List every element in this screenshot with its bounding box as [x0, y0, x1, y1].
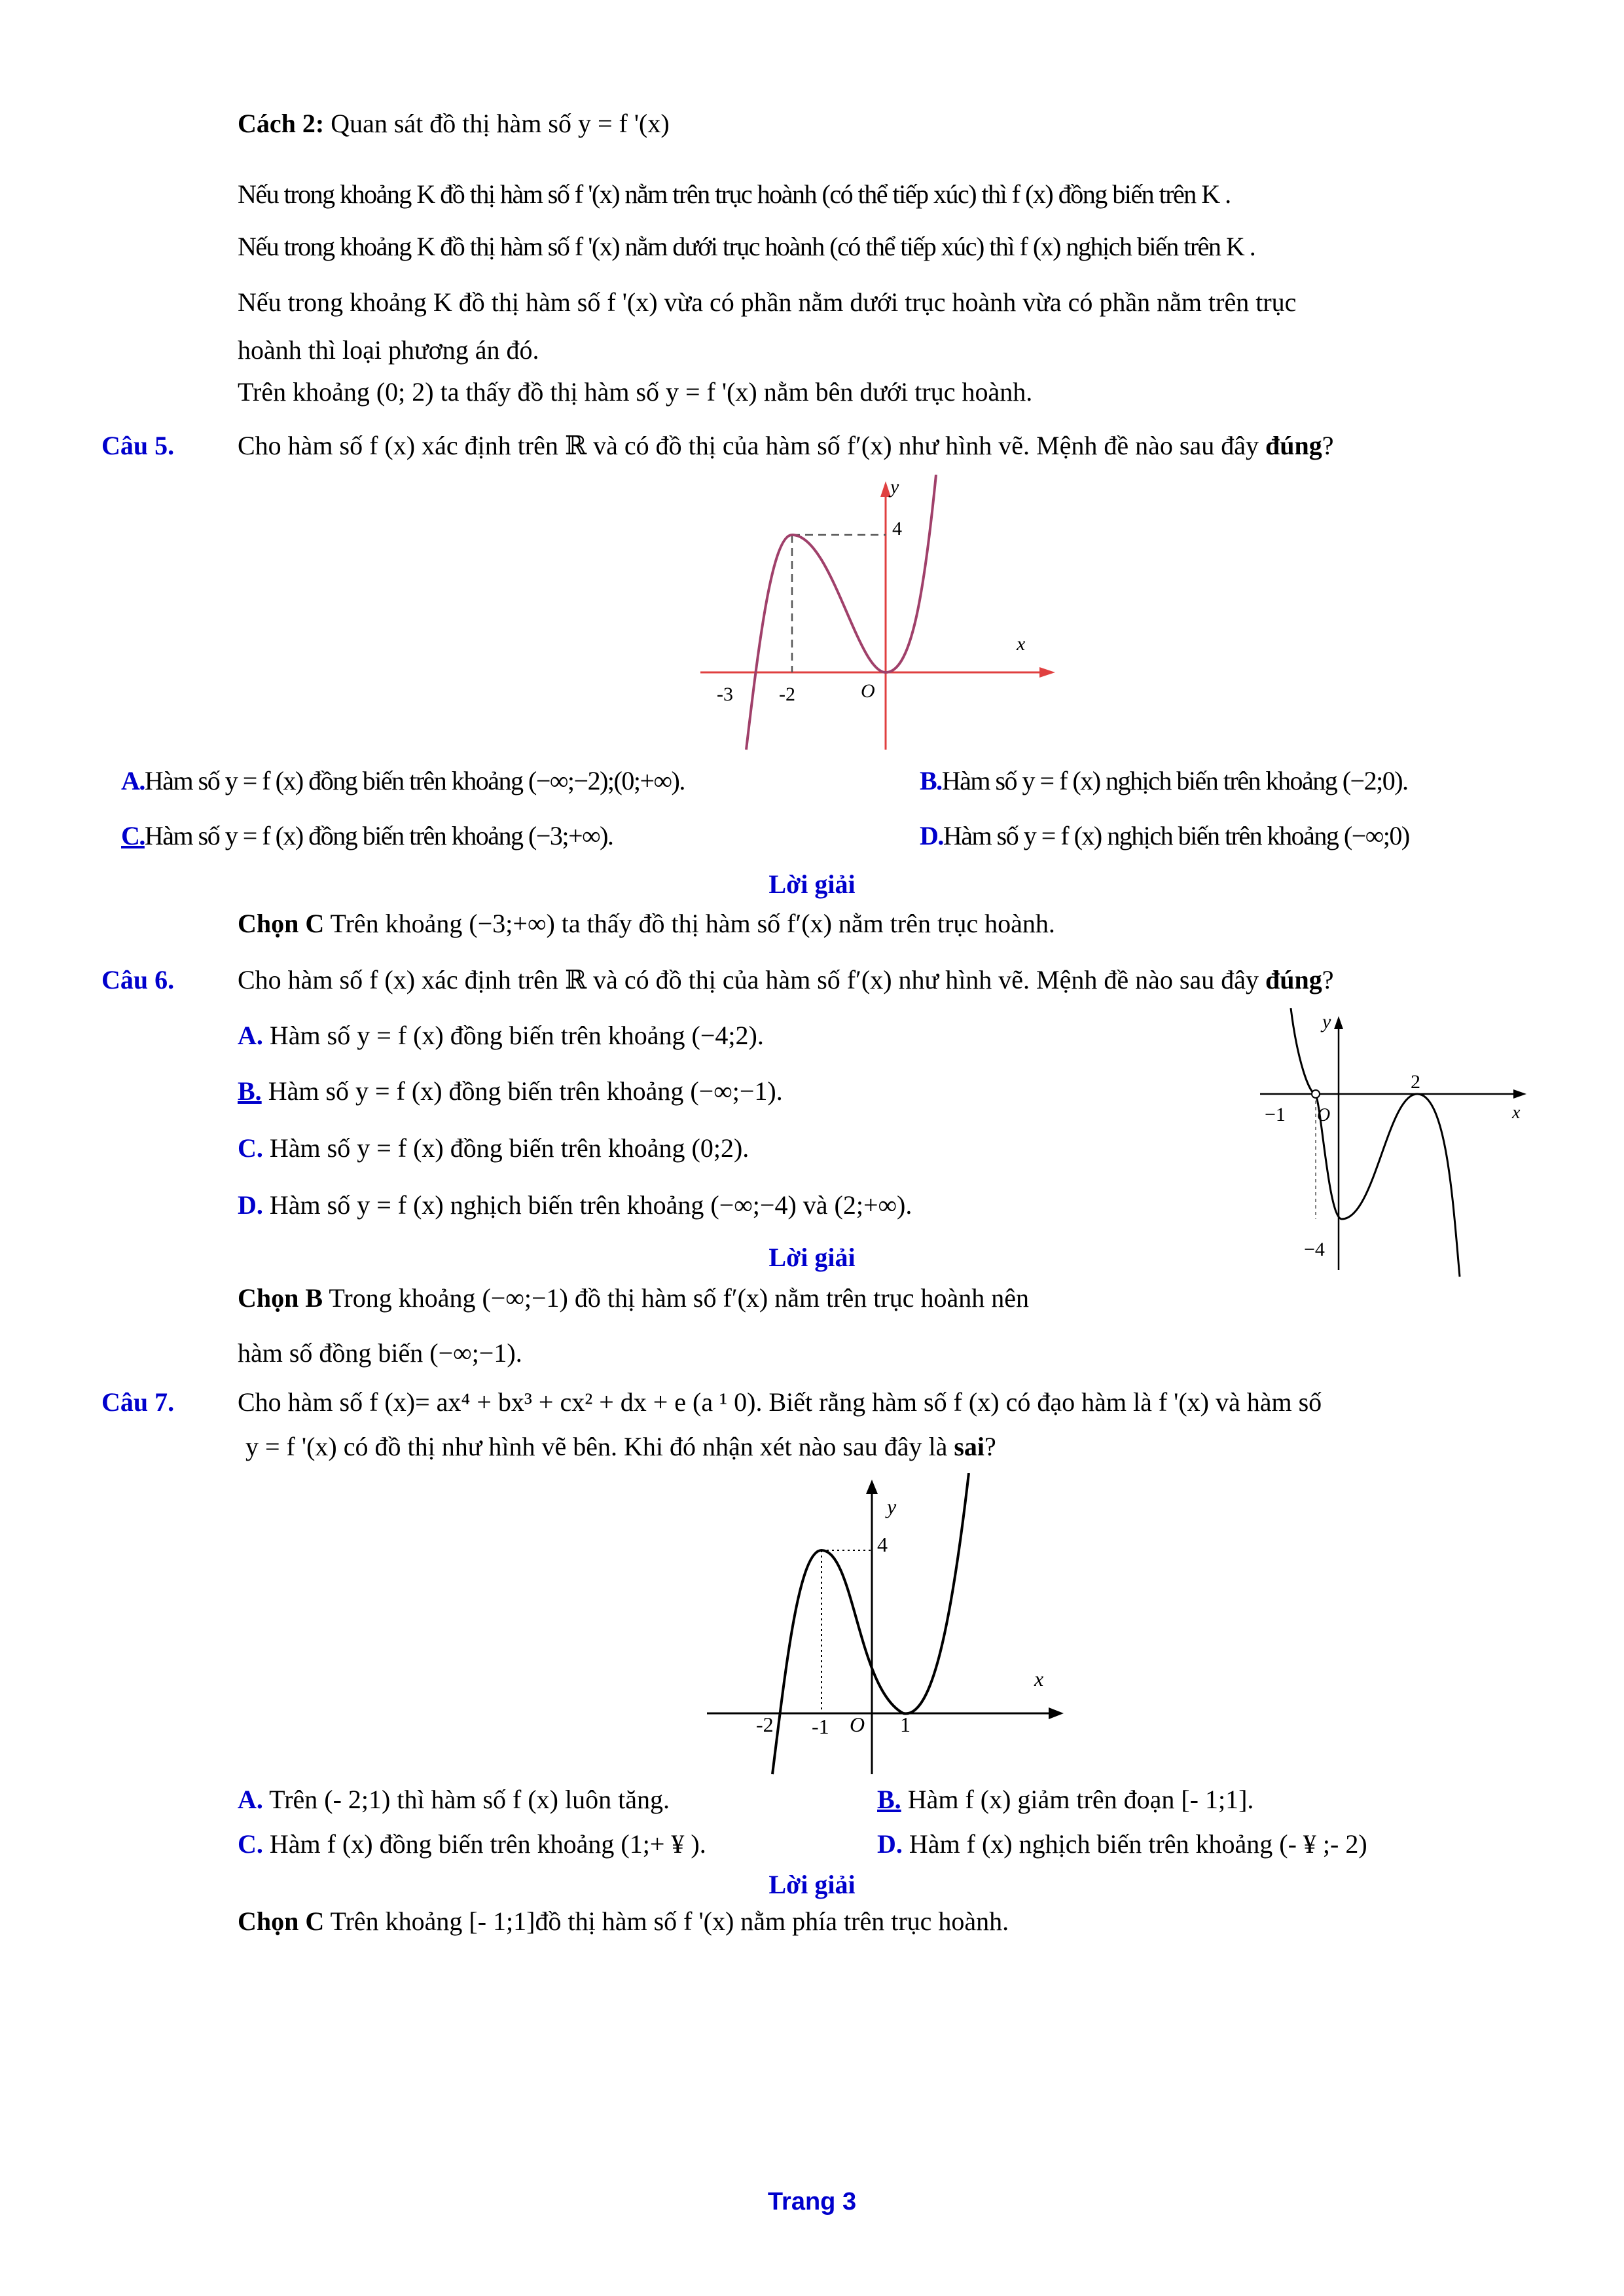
- q5-graph: [694, 475, 1060, 756]
- q7-origin-label: O: [850, 1713, 865, 1736]
- q7-x-label: x: [1034, 1667, 1044, 1690]
- q6-option-c-letter: C.: [238, 1133, 263, 1163]
- q6-origin-label: O: [1317, 1105, 1331, 1125]
- intro-line-5: Trên khoảng (0; 2) ta thấy đồ thị hàm số y = f '(x) nằm bên dưới trục hoành.: [238, 377, 1033, 407]
- q5-answer-bold: Chọn C: [238, 909, 325, 938]
- q5-x-label: x: [1017, 633, 1026, 655]
- question-6-label: Câu 6.: [101, 965, 175, 994]
- q7-stem2-end: ?: [984, 1432, 996, 1461]
- q7-option-c-letter: C.: [238, 1829, 263, 1859]
- q6-tick-2: 2: [1411, 1071, 1420, 1093]
- q6-option-c-text: Hàm số y = f (x) đồng biến trên khoảng (0;2).: [269, 1133, 749, 1163]
- q6-option-a-letter: A.: [238, 1021, 263, 1050]
- q7-tick-4: 4: [877, 1533, 888, 1556]
- q7-curve: [772, 1473, 969, 1774]
- method-heading: [238, 106, 670, 141]
- q6-option-a[interactable]: [238, 1018, 764, 1053]
- q6-point-minus-1: [1312, 1090, 1320, 1098]
- question-7-stem-2: [245, 1429, 996, 1465]
- q5-option-d-text: Hàm số y = f (x) nghịch biến trên khoảng (−∞;0): [943, 821, 1409, 850]
- q7-tick-1: 1: [900, 1713, 911, 1736]
- q5-option-b-letter: B.: [920, 766, 942, 795]
- q5-option-a-letter: A.: [121, 766, 145, 795]
- q5-tick-minus-3: -3: [717, 683, 733, 705]
- q6-y-label: y: [1322, 1011, 1331, 1032]
- q7-answer-text: Trên khoảng [- 1;1]đồ thị hàm số f '(x) nằm phía trên trục hoành.: [330, 1906, 1009, 1936]
- q5-tick-4: 4: [892, 518, 902, 539]
- q7-option-b-text: Hàm f (x) giảm trên đoạn [- 1;1].: [907, 1785, 1254, 1814]
- q6-option-b-text: Hàm số y = f (x) đồng biến trên khoảng (−∞;−1).: [268, 1076, 783, 1106]
- q7-stem2-text: y = f '(x) có đồ thị như hình vẽ bên. Khi đó nhận xét nào sau đây là: [245, 1432, 948, 1461]
- q5-tick-minus-2: -2: [779, 683, 795, 705]
- q6-tick-minus-4: −4: [1304, 1239, 1325, 1260]
- q7-option-a-letter: A.: [238, 1785, 263, 1814]
- question-5-label: Câu 5.: [101, 431, 175, 460]
- page-number: Trang 3: [767, 2188, 857, 2215]
- q7-stem2-bold: sai: [954, 1432, 985, 1461]
- q5-option-c[interactable]: [121, 818, 613, 854]
- q5-stem-text: Cho hàm số f (x) xác định trên ℝ và có đồ thị của hàm số f′(x) như hình vẽ. Mệnh đề nào sau đây: [238, 431, 1259, 460]
- q7-answer-bold: Chọn C: [238, 1906, 325, 1936]
- question-6-stem: [238, 962, 1333, 998]
- q7-solution-title: Lời giải: [768, 1870, 856, 1899]
- q5-option-a-text: Hàm số y = f (x) đồng biến trên khoảng (−∞;−2);(0;+∞).: [144, 766, 685, 795]
- q5-stem-bold: đúng: [1265, 431, 1322, 460]
- intro-line-3: Nếu trong khoảng K đồ thị hàm số f '(x) vừa có phần nằm dưới trục hoành vừa có phần nằm trên trục: [238, 287, 1297, 317]
- intro-line-1: Nếu trong khoảng K đồ thị hàm số f '(x) nằm trên trục hoành (có thể tiếp xúc) thì f (x) đồng biến trên K .: [238, 179, 1231, 209]
- q6-x-label: x: [1512, 1102, 1521, 1123]
- q5-option-d[interactable]: [920, 818, 1409, 854]
- question-7-label: Câu 7.: [101, 1387, 175, 1417]
- q6-option-a-text: Hàm số y = f (x) đồng biến trên khoảng (−4;2).: [269, 1021, 764, 1050]
- intro-line-2: Nếu trong khoảng K đồ thị hàm số f '(x) nằm dưới trục hoành (có thể tiếp xúc) thì f (x) nghịch biến trên K .: [238, 232, 1255, 261]
- q7-tick-minus-1: -1: [812, 1715, 829, 1738]
- q7-option-c-text: Hàm f (x) đồng biến trên khoảng (1;+ ¥ ).: [269, 1829, 706, 1859]
- q6-answer-bold: Chọn B: [238, 1283, 323, 1313]
- q5-curve: [746, 475, 936, 750]
- q6-y-arrow: [1334, 1016, 1343, 1029]
- q6-solution-title: [0, 1240, 856, 1275]
- q5-answer-text: Trên khoảng (−3;+∞) ta thấy đồ thị hàm số f′(x) nằm trên trục hoành.: [330, 909, 1055, 938]
- q6-option-d-text: Hàm số y = f (x) nghịch biến trên khoảng (−∞;−4) và (2;+∞).: [269, 1190, 912, 1220]
- q5-stem-end: ?: [1322, 431, 1334, 460]
- q7-option-a-text: Trên (- 2;1) thì hàm số f (x) luôn tăng.: [269, 1785, 670, 1814]
- q5-y-label: y: [890, 476, 899, 498]
- q5-answer: [238, 906, 1055, 941]
- q7-option-a[interactable]: [238, 1782, 670, 1817]
- q7-option-d-text: Hàm f (x) nghịch biến trên khoảng (- ¥ ;- 2): [909, 1829, 1367, 1859]
- q6-option-b[interactable]: [238, 1074, 783, 1109]
- q7-option-c[interactable]: [238, 1827, 706, 1862]
- q6-answer-text: Trong khoảng (−∞;−1) đồ thị hàm số f′(x) nằm trên trục hoành nên: [329, 1283, 1029, 1313]
- q7-x-arrow: [1049, 1707, 1064, 1719]
- q5-option-b[interactable]: [920, 763, 1408, 799]
- method-heading-bold: Cách 2:: [238, 109, 325, 138]
- q6-option-c[interactable]: [238, 1131, 749, 1166]
- q6-stem-bold: đúng: [1265, 965, 1322, 994]
- q7-y-arrow: [866, 1480, 878, 1494]
- q6-answer: [238, 1281, 1029, 1316]
- q6-option-d[interactable]: [238, 1188, 912, 1223]
- q6-answer-line-2: hàm số đồng biến (−∞;−1).: [238, 1338, 522, 1368]
- q7-option-b[interactable]: [877, 1782, 1254, 1817]
- q7-graph: [700, 1473, 1074, 1781]
- q7-option-d-letter: D.: [877, 1829, 903, 1859]
- q5-y-arrow: [880, 481, 891, 497]
- intro-line-4: hoành thì loại phương án đó.: [238, 335, 539, 365]
- question-5-stem: [238, 428, 1333, 464]
- q7-tick-minus-2: -2: [756, 1713, 774, 1736]
- q7-y-label: y: [887, 1495, 897, 1518]
- q6-solution-title-text: Lời giải: [768, 1243, 856, 1272]
- q5-option-a[interactable]: [121, 763, 685, 799]
- q6-graph: [1257, 1008, 1532, 1283]
- q6-option-d-letter: D.: [238, 1190, 263, 1220]
- q5-origin-label: O: [861, 680, 875, 702]
- q5-x-arrow: [1039, 667, 1055, 678]
- q6-tick-minus-1: −1: [1265, 1104, 1286, 1125]
- q6-stem-end: ?: [1322, 965, 1334, 994]
- q5-option-d-letter: D.: [920, 821, 943, 850]
- q6-x-arrow: [1513, 1089, 1526, 1099]
- q5-option-c-letter: C.: [121, 821, 145, 850]
- method-heading-text: Quan sát đồ thị hàm số y = f '(x): [331, 109, 670, 138]
- q7-answer: [238, 1904, 1009, 1939]
- q7-option-d[interactable]: [877, 1827, 1367, 1862]
- q6-option-b-letter: B.: [238, 1076, 262, 1106]
- q7-option-b-letter: B.: [877, 1785, 901, 1814]
- q5-option-c-text: Hàm số y = f (x) đồng biến trên khoảng (−3;+∞).: [144, 821, 613, 850]
- q6-stem-text: Cho hàm số f (x) xác định trên ℝ và có đồ thị của hàm số f′(x) như hình vẽ. Mệnh đề nào sau đây: [238, 965, 1259, 994]
- q5-solution-title: Lời giải: [768, 869, 856, 899]
- question-7-stem: Cho hàm số f (x)= ax⁴ + bx³ + cx² + dx + e (a ¹ 0). Biết rằng hàm số f (x) có đạo hàm là f '(x) và hàm số: [238, 1387, 1322, 1417]
- q5-option-b-text: Hàm số y = f (x) nghịch biến trên khoảng (−2;0).: [941, 766, 1408, 795]
